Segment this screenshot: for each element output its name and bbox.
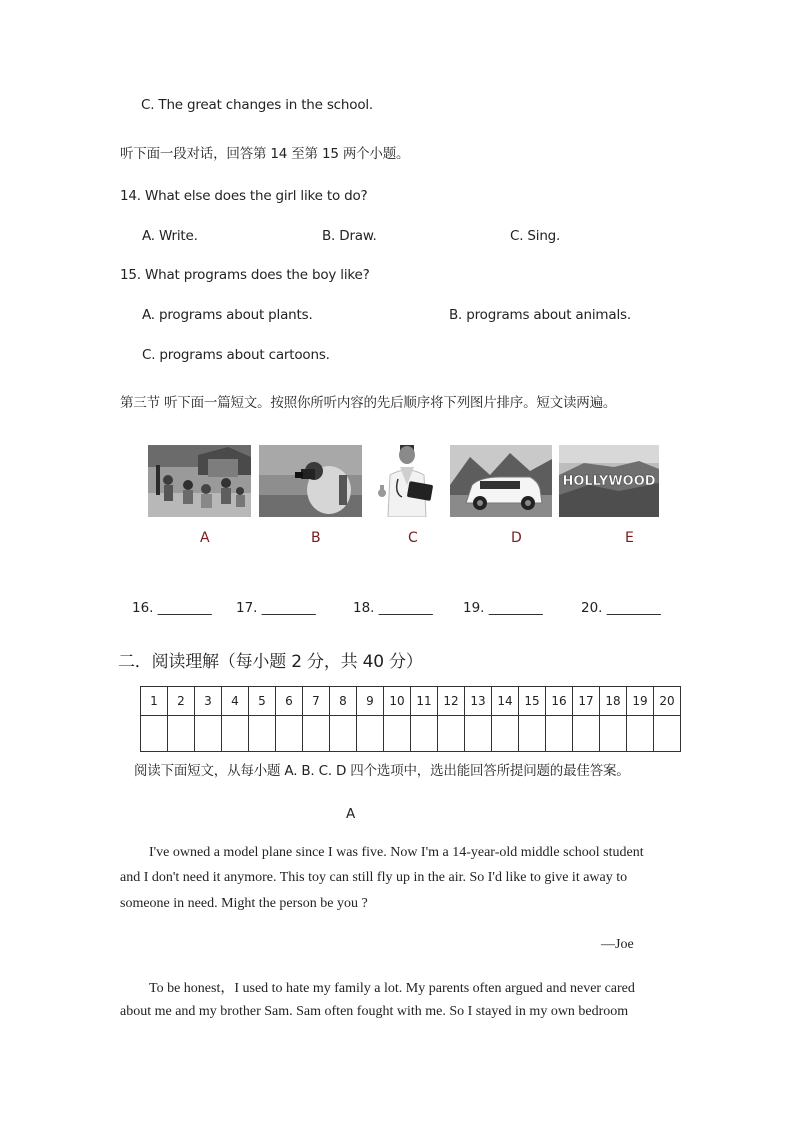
passage-text: To be honest，I used to hate my family a lot. My parents often argued and never cared bbox=[149, 981, 635, 996]
q15-option-b: B. programs about animals. bbox=[449, 307, 631, 323]
grid-number: 12 bbox=[438, 687, 465, 716]
picture-b-photographer bbox=[259, 445, 362, 517]
question-15: 15. What programs does the boy like? bbox=[120, 267, 370, 283]
grid-number: 13 bbox=[465, 687, 492, 716]
q15-option-c: C. programs about cartoons. bbox=[142, 347, 330, 363]
grid-number: 17 bbox=[573, 687, 600, 716]
grid-number: 19 bbox=[627, 687, 654, 716]
picture-label-d: D bbox=[511, 530, 522, 546]
answer-cell[interactable] bbox=[465, 716, 492, 752]
picture-e-hollywood bbox=[559, 445, 659, 517]
question-14: 14. What else does the girl like to do? bbox=[120, 188, 368, 204]
grid-number: 4 bbox=[222, 687, 249, 716]
answer-cell[interactable] bbox=[627, 716, 654, 752]
answer-grid bbox=[140, 686, 681, 752]
picture-label-c: C bbox=[408, 530, 418, 546]
answer-cell[interactable] bbox=[411, 716, 438, 752]
grid-number: 6 bbox=[276, 687, 303, 716]
picture-label-b: B bbox=[311, 530, 321, 546]
answer-cell[interactable] bbox=[249, 716, 276, 752]
answer-cell[interactable] bbox=[141, 716, 168, 752]
q13-option-c: C. The great changes in the school. bbox=[141, 97, 374, 113]
answer-cell[interactable] bbox=[492, 716, 519, 752]
picture-a-crowd bbox=[148, 445, 251, 517]
passage-text: someone in need. Might the person be you ? bbox=[120, 896, 368, 911]
answer-cell[interactable] bbox=[222, 716, 249, 752]
answer-cell[interactable] bbox=[357, 716, 384, 752]
answer-blank-17[interactable]: 17. ________ bbox=[236, 600, 316, 616]
grid-number: 2 bbox=[168, 687, 195, 716]
grid-number: 14 bbox=[492, 687, 519, 716]
grid-number: 3 bbox=[195, 687, 222, 716]
q15-option-a: A. programs about plants. bbox=[142, 307, 313, 323]
answer-cell[interactable] bbox=[303, 716, 330, 752]
answer-blank-19[interactable]: 19. ________ bbox=[463, 600, 543, 616]
q14-option-c: C. Sing. bbox=[510, 228, 561, 244]
passage-signature: —Joe bbox=[601, 937, 634, 952]
q14-option-a: A. Write. bbox=[142, 228, 198, 244]
instruction-14-15: 听下面一段对话，回答第 14 至第 15 两个小题。 bbox=[120, 146, 410, 162]
picture-label-e: E bbox=[625, 530, 634, 546]
passage-text: about me and my brother Sam. Sam often fought with me. So I stayed in my own bedroom bbox=[120, 1004, 629, 1019]
answer-cell[interactable] bbox=[384, 716, 411, 752]
answer-cell[interactable] bbox=[654, 716, 681, 752]
grid-number: 20 bbox=[654, 687, 681, 716]
answer-blank-20[interactable]: 20. ________ bbox=[581, 600, 661, 616]
answer-cell[interactable] bbox=[330, 716, 357, 752]
answer-blank-16[interactable]: 16. ________ bbox=[132, 600, 212, 616]
passage-text: I've owned a model plane since I was five. Now I'm a 14-year-old middle school student bbox=[149, 845, 644, 860]
grid-number: 11 bbox=[411, 687, 438, 716]
picture-c-doctor bbox=[370, 445, 442, 517]
answer-cell[interactable] bbox=[546, 716, 573, 752]
reading-instruction: 阅读下面短文，从每小题 A. B. C. D 四个选项中，选出能回答所提问题的最佳答案。 bbox=[134, 763, 630, 779]
passage-text: and I don't need it anymore. This toy can still fly up in the air. So I'd like to give it away to bbox=[120, 870, 628, 885]
grid-number: 16 bbox=[546, 687, 573, 716]
answer-cell[interactable] bbox=[438, 716, 465, 752]
answer-cell[interactable] bbox=[195, 716, 222, 752]
answer-blank-18[interactable]: 18. ________ bbox=[353, 600, 433, 616]
grid-number: 7 bbox=[303, 687, 330, 716]
answer-cell[interactable] bbox=[600, 716, 627, 752]
picture-label-a: A bbox=[200, 530, 210, 546]
section-3-instruction: 第三节 听下面一篇短文。按照你所听内容的先后顺序将下列图片排序。短文读两遍。 bbox=[120, 395, 617, 411]
answer-cell[interactable] bbox=[573, 716, 600, 752]
grid-number: 10 bbox=[384, 687, 411, 716]
passage-label: A bbox=[346, 806, 356, 822]
answer-cell[interactable] bbox=[168, 716, 195, 752]
q14-option-b: B. Draw. bbox=[322, 228, 377, 244]
grid-number: 18 bbox=[600, 687, 627, 716]
grid-number: 5 bbox=[249, 687, 276, 716]
grid-number: 15 bbox=[519, 687, 546, 716]
answer-cell[interactable] bbox=[519, 716, 546, 752]
hollywood-sign-text: HOLLYWOOD bbox=[562, 474, 656, 489]
grid-number: 1 bbox=[141, 687, 168, 716]
grid-number: 8 bbox=[330, 687, 357, 716]
reading-heading: 二．阅读理解（每小题 2 分，共 40 分） bbox=[118, 652, 423, 672]
answer-cell[interactable] bbox=[276, 716, 303, 752]
picture-d-car bbox=[450, 445, 552, 517]
grid-number: 9 bbox=[357, 687, 384, 716]
